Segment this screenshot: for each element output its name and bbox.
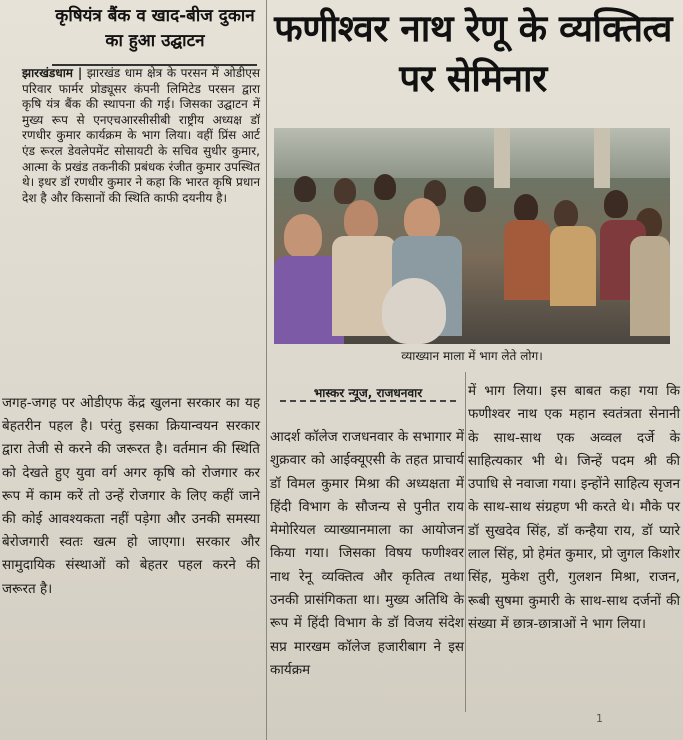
main-article-body-col1: आदर्श कॉलेज राजधनवार के सभागार में शुक्रवार को आईक्यूएसी के तहत प्राचार्य डॉ विमल कुमार मिश्रा की अध्यक्षता में हिंदी विभाग के सौजन्य से पुनीत राय मेमोरियल व्याख्यानमाला का आयोजन किया गया। जिसका विषय फणीश्वर नाथ रेनू व्यक्तित्व और कृतित्व तथा उनकी प्रासंगिकता था। मुख्य अतिथि के रूप में हिंदी विभाग के डॉ विजय संदेश सप्र मारखम कॉलेज हजारीबाग ने इस कार्यक्रम [270, 429, 464, 678]
column-divider [266, 0, 267, 740]
photo-person [554, 200, 578, 228]
photo-person [344, 200, 378, 240]
main-article-headline: फणीश्वर नाथ रेणू के व्यक्तित्व पर सेमिनार [274, 7, 672, 100]
photo-person [284, 214, 322, 258]
left-article-headline: कृषियंत्र बैंक व खाद-बीज दुकान का हुआ उद्घाटन [55, 6, 255, 51]
left-article-body-rest: जगह-जगह पर ओडीएफ केंद्र खुलना सरकार का यह बेहतरीन पहल है। परंतु इसका क्रियान्वयन सरकार द्वारा तेजी से करने की जरूरत है। वर्तमान की स्थिति को देखते हुए युवा वर्ग अगर कृषि को रोजगार कर रूप में काम करें तो उन्हें रोजगार के लिए कहीं जाने की कोई आवश्यकता नहीं पड़ेगा और उनकी समस्या बेरोजगारी स्वतः खत्म हो जाएगा। सरकार और सामुदायिक संस्थाओं को बेहतर पहल करने की जरूरत है। [2, 395, 260, 597]
byline-rule [280, 400, 456, 402]
photo-person-body [504, 220, 550, 300]
photo-person [382, 278, 446, 344]
photo-person [374, 174, 396, 200]
photo-pillar [594, 128, 610, 188]
left-article-dateline: झारखंडधाम | [22, 66, 83, 80]
photo-person [514, 194, 538, 222]
photo-person [604, 190, 628, 218]
photo-caption: व्याख्यान माला में भाग लेते लोग। [401, 349, 543, 363]
inner-column-divider [465, 372, 466, 712]
photo-person-body [630, 236, 670, 336]
seminar-photo [274, 128, 670, 344]
main-article-byline: भास्कर न्यूज, राजधनवार [313, 386, 423, 400]
page-mark: 1 [596, 712, 603, 725]
left-article-intro-text: झारखंड धाम क्षेत्र के परसन में ओडीएस परिवार फार्मर प्रोड्यूसर कंपनी लिमिटेड परसन द्वारा कृषि यंत्र बैंक की स्थापना की गई। जिसका उद्घाटन में मुख्य रूप से एनएचआरसीसीबी राष्ट्रीय अध्यक्ष डॉ रणधीर कुमार कार्यक्रम के भाग लिया। वहीं प्रिंस आर्ट एंड रूरल डेवलेपमेंट सोसायटी के सचिव सुधीर कुमार, आत्मा के प्रखंड तकनीकी प्रबंधक रंजीत कुमार उपस्थित थे। इधर डॉ रणधीर कुमार ने कहा कि भारत कृषि प्रधान देश है और किसानों की स्थिति काफी दयनीय है। [22, 66, 260, 205]
photo-pillar [494, 128, 510, 188]
left-article-body-intro [22, 66, 260, 206]
photo-person [404, 198, 440, 240]
photo-person [334, 178, 356, 204]
photo-person-body [550, 226, 596, 306]
photo-person [294, 176, 316, 202]
photo-wall [274, 128, 670, 178]
photo-person [464, 186, 486, 212]
main-article-body-col2: में भाग लिया। इस बाबत कहा गया कि फणीश्वर नाथ एक महान स्वतंत्रता सेनानी के साथ-साथ एक अव्वल दर्जे के साहित्यकार भी थे। जिन्हें पदम श्री की उपाधि से नवाजा गया। इन्होंने साहित्य सृजन के साथ-साथ संग्रहण भी करते थे। मौके पर डॉ सुखदेव सिंह, डॉ कन्हैया राय, डॉ प्यारे लाल सिंह, प्रो हेमंत कुमार, प्रो जुगल किशोर सिंह, मुकेश तुरी, गुलशन मिश्रा, राजन, रूबी सुषमा कुमारी के साथ-साथ दर्जनों की संख्या में छात्र-छात्राओं ने भाग लिया। [468, 383, 680, 632]
